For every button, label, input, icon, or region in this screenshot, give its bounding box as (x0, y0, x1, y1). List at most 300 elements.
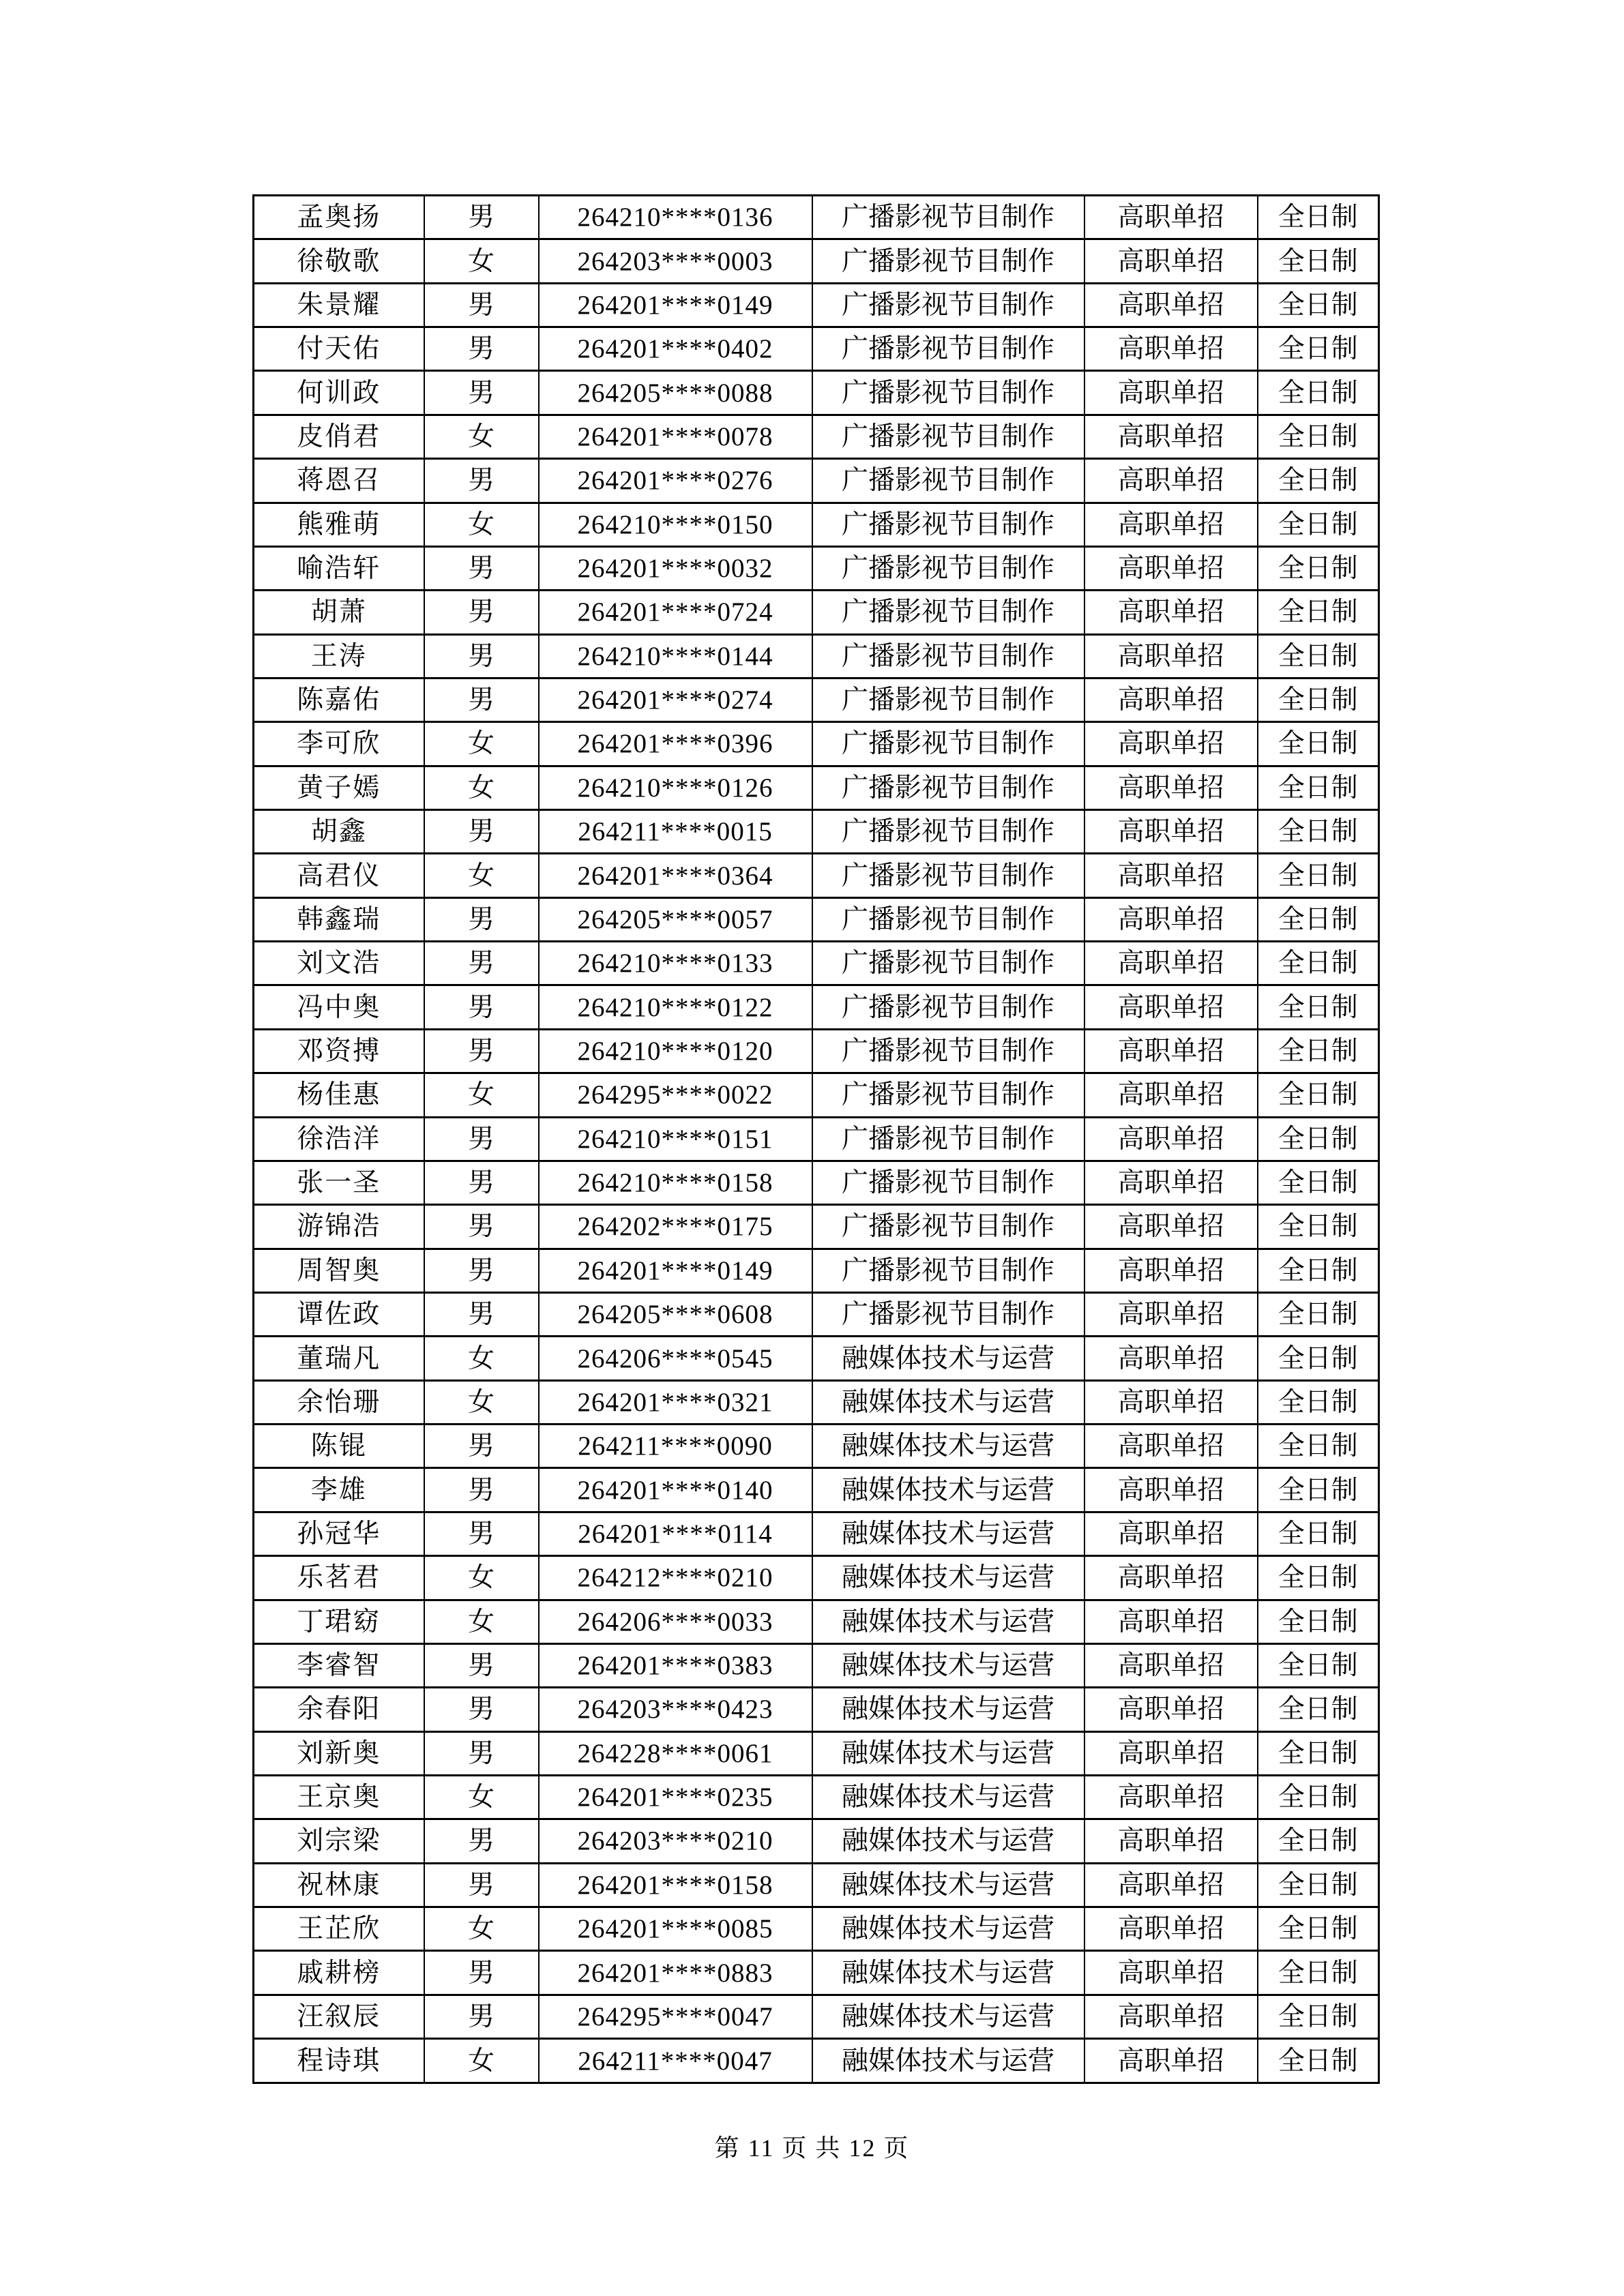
table-row (254, 1468, 1379, 1512)
cell-major: 广播影视节目制作 (812, 897, 1084, 941)
cell-study-form: 全日制 (1258, 1907, 1379, 1951)
table-row (254, 1775, 1379, 1819)
cell-gender: 男 (424, 283, 539, 327)
cell-admission-type: 高职单招 (1084, 415, 1258, 458)
cell-student-name: 孙冠华 (254, 1512, 424, 1555)
cell-major: 广播影视节目制作 (812, 634, 1084, 678)
cell-id-number: 264201****0149 (539, 283, 812, 327)
cell-student-name: 王芷欣 (254, 1907, 424, 1951)
cell-major: 融媒体技术与运营 (812, 1556, 1084, 1600)
cell-id-number: 264203****0003 (539, 239, 812, 283)
cell-student-name: 胡鑫 (254, 810, 424, 854)
cell-id-number: 264201****0274 (539, 678, 812, 721)
cell-id-number: 264228****0061 (539, 1731, 812, 1775)
table-row (254, 678, 1379, 721)
cell-student-name: 余春阳 (254, 1688, 424, 1731)
cell-major: 融媒体技术与运营 (812, 2039, 1084, 2083)
cell-major: 广播影视节目制作 (812, 503, 1084, 546)
cell-study-form: 全日制 (1258, 196, 1379, 239)
cell-major: 融媒体技术与运营 (812, 1468, 1084, 1512)
cell-id-number: 264211****0015 (539, 810, 812, 854)
table-row (254, 1380, 1379, 1424)
cell-id-number: 264201****0321 (539, 1380, 812, 1424)
admissions-roster-table (252, 194, 1380, 2084)
cell-study-form: 全日制 (1258, 1688, 1379, 1731)
cell-major: 融媒体技术与运营 (812, 1425, 1084, 1468)
cell-study-form: 全日制 (1258, 546, 1379, 590)
cell-gender: 男 (424, 1029, 539, 1073)
table-row (254, 1337, 1379, 1380)
cell-id-number: 264210****0151 (539, 1117, 812, 1161)
table-row (254, 1029, 1379, 1073)
cell-study-form: 全日制 (1258, 1161, 1379, 1204)
cell-admission-type: 高职单招 (1084, 766, 1258, 809)
cell-id-number: 264206****0545 (539, 1337, 812, 1380)
cell-gender: 男 (424, 1512, 539, 1555)
cell-student-name: 韩鑫瑞 (254, 897, 424, 941)
table-row (254, 634, 1379, 678)
cell-gender: 女 (424, 239, 539, 283)
cell-study-form: 全日制 (1258, 897, 1379, 941)
cell-id-number: 264295****0022 (539, 1073, 812, 1117)
cell-gender: 男 (424, 1688, 539, 1731)
cell-admission-type: 高职单招 (1084, 503, 1258, 546)
cell-gender: 男 (424, 634, 539, 678)
cell-admission-type: 高职单招 (1084, 854, 1258, 897)
cell-major: 广播影视节目制作 (812, 327, 1084, 371)
table-row (254, 1117, 1379, 1161)
cell-student-name: 刘新奥 (254, 1731, 424, 1775)
cell-study-form: 全日制 (1258, 283, 1379, 327)
cell-major: 广播影视节目制作 (812, 591, 1084, 634)
cell-gender: 男 (424, 1161, 539, 1204)
table-row (254, 196, 1379, 239)
cell-admission-type: 高职单招 (1084, 327, 1258, 371)
cell-student-name: 李可欣 (254, 722, 424, 766)
cell-major: 广播影视节目制作 (812, 283, 1084, 327)
cell-student-name: 杨佳惠 (254, 1073, 424, 1117)
cell-admission-type: 高职单招 (1084, 546, 1258, 590)
cell-gender: 男 (424, 1249, 539, 1292)
cell-major: 广播影视节目制作 (812, 1117, 1084, 1161)
table-row (254, 239, 1379, 283)
cell-admission-type: 高职单招 (1084, 1117, 1258, 1161)
table-row (254, 1512, 1379, 1555)
cell-major: 广播影视节目制作 (812, 1205, 1084, 1249)
cell-admission-type: 高职单招 (1084, 1731, 1258, 1775)
cell-major: 融媒体技术与运营 (812, 1337, 1084, 1380)
table-row (254, 810, 1379, 854)
cell-study-form: 全日制 (1258, 1600, 1379, 1643)
cell-admission-type: 高职单招 (1084, 1205, 1258, 1249)
cell-major: 融媒体技术与运营 (812, 1380, 1084, 1424)
cell-id-number: 264201****0883 (539, 1951, 812, 1995)
cell-id-number: 264201****0149 (539, 1249, 812, 1292)
cell-major: 融媒体技术与运营 (812, 1512, 1084, 1555)
cell-id-number: 264205****0057 (539, 897, 812, 941)
cell-admission-type: 高职单招 (1084, 459, 1258, 503)
cell-study-form: 全日制 (1258, 239, 1379, 283)
cell-gender: 女 (424, 766, 539, 809)
cell-gender: 男 (424, 327, 539, 371)
table-row (254, 854, 1379, 897)
cell-major: 广播影视节目制作 (812, 1073, 1084, 1117)
cell-major: 广播影视节目制作 (812, 459, 1084, 503)
cell-study-form: 全日制 (1258, 810, 1379, 854)
cell-student-name: 戚耕榜 (254, 1951, 424, 1995)
cell-gender: 男 (424, 371, 539, 415)
cell-major: 融媒体技术与运营 (812, 1775, 1084, 1819)
cell-student-name: 汪叙辰 (254, 1995, 424, 2038)
cell-id-number: 264201****0235 (539, 1775, 812, 1819)
cell-id-number: 264210****0144 (539, 634, 812, 678)
table-row (254, 1600, 1379, 1643)
cell-admission-type: 高职单招 (1084, 1425, 1258, 1468)
table-row (254, 1863, 1379, 1907)
cell-admission-type: 高职单招 (1084, 634, 1258, 678)
cell-study-form: 全日制 (1258, 1556, 1379, 1600)
table-row (254, 371, 1379, 415)
table-row (254, 1249, 1379, 1292)
cell-id-number: 264201****0114 (539, 1512, 812, 1555)
table-row (254, 283, 1379, 327)
cell-admission-type: 高职单招 (1084, 1951, 1258, 1995)
cell-id-number: 264211****0090 (539, 1425, 812, 1468)
table-row (254, 1292, 1379, 1336)
table-row (254, 1205, 1379, 1249)
cell-gender: 男 (424, 1117, 539, 1161)
table-row (254, 1951, 1379, 1995)
cell-id-number: 264210****0133 (539, 942, 812, 985)
cell-admission-type: 高职单招 (1084, 239, 1258, 283)
cell-study-form: 全日制 (1258, 985, 1379, 1029)
cell-admission-type: 高职单招 (1084, 722, 1258, 766)
cell-gender: 女 (424, 1380, 539, 1424)
cell-admission-type: 高职单招 (1084, 1819, 1258, 1863)
cell-gender: 男 (424, 1643, 539, 1687)
cell-student-name: 丁珺窈 (254, 1600, 424, 1643)
cell-student-name: 何训政 (254, 371, 424, 415)
cell-study-form: 全日制 (1258, 371, 1379, 415)
cell-major: 广播影视节目制作 (812, 546, 1084, 590)
cell-gender: 女 (424, 1073, 539, 1117)
table-row (254, 985, 1379, 1029)
cell-admission-type: 高职单招 (1084, 1600, 1258, 1643)
cell-major: 融媒体技术与运营 (812, 1600, 1084, 1643)
cell-major: 广播影视节目制作 (812, 942, 1084, 985)
cell-student-name: 孟奥扬 (254, 196, 424, 239)
cell-id-number: 264201****0032 (539, 546, 812, 590)
cell-id-number: 264210****0150 (539, 503, 812, 546)
table-row (254, 1731, 1379, 1775)
cell-admission-type: 高职单招 (1084, 810, 1258, 854)
cell-study-form: 全日制 (1258, 503, 1379, 546)
cell-student-name: 游锦浩 (254, 1205, 424, 1249)
cell-study-form: 全日制 (1258, 415, 1379, 458)
cell-gender: 男 (424, 1292, 539, 1336)
cell-id-number: 264211****0047 (539, 2039, 812, 2083)
cell-student-name: 冯中奥 (254, 985, 424, 1029)
cell-admission-type: 高职单招 (1084, 1249, 1258, 1292)
cell-major: 融媒体技术与运营 (812, 1995, 1084, 2038)
cell-student-name: 程诗琪 (254, 2039, 424, 2083)
cell-id-number: 264210****0158 (539, 1161, 812, 1204)
cell-student-name: 李睿智 (254, 1643, 424, 1687)
cell-admission-type: 高职单招 (1084, 1688, 1258, 1731)
cell-admission-type: 高职单招 (1084, 1863, 1258, 1907)
cell-gender: 男 (424, 1731, 539, 1775)
cell-study-form: 全日制 (1258, 1249, 1379, 1292)
table-row (254, 2039, 1379, 2083)
table-row (254, 1073, 1379, 1117)
cell-student-name: 朱景耀 (254, 283, 424, 327)
cell-study-form: 全日制 (1258, 1468, 1379, 1512)
cell-admission-type: 高职单招 (1084, 678, 1258, 721)
cell-admission-type: 高职单招 (1084, 1512, 1258, 1555)
table-row (254, 1995, 1379, 2038)
cell-major: 融媒体技术与运营 (812, 1819, 1084, 1863)
cell-gender: 男 (424, 985, 539, 1029)
cell-major: 广播影视节目制作 (812, 1249, 1084, 1292)
table-row (254, 1161, 1379, 1204)
cell-study-form: 全日制 (1258, 2039, 1379, 2083)
cell-study-form: 全日制 (1258, 1380, 1379, 1424)
cell-major: 广播影视节目制作 (812, 1292, 1084, 1336)
cell-student-name: 徐浩洋 (254, 1117, 424, 1161)
cell-study-form: 全日制 (1258, 591, 1379, 634)
table-row (254, 722, 1379, 766)
table-row (254, 1907, 1379, 1951)
cell-gender: 男 (424, 591, 539, 634)
cell-study-form: 全日制 (1258, 766, 1379, 809)
cell-student-name: 王涛 (254, 634, 424, 678)
cell-student-name: 乐茗君 (254, 1556, 424, 1600)
table-row (254, 1819, 1379, 1863)
cell-student-name: 邓资搏 (254, 1029, 424, 1073)
cell-gender: 男 (424, 1951, 539, 1995)
table-row (254, 1643, 1379, 1687)
cell-id-number: 264210****0126 (539, 766, 812, 809)
cell-gender: 女 (424, 854, 539, 897)
cell-study-form: 全日制 (1258, 1731, 1379, 1775)
cell-id-number: 264202****0175 (539, 1205, 812, 1249)
cell-student-name: 刘宗梁 (254, 1819, 424, 1863)
table-body (254, 196, 1379, 2083)
cell-study-form: 全日制 (1258, 1117, 1379, 1161)
cell-admission-type: 高职单招 (1084, 1292, 1258, 1336)
cell-id-number: 264203****0210 (539, 1819, 812, 1863)
cell-id-number: 264205****0088 (539, 371, 812, 415)
cell-student-name: 董瑞凡 (254, 1337, 424, 1380)
cell-study-form: 全日制 (1258, 1073, 1379, 1117)
cell-student-name: 高君仪 (254, 854, 424, 897)
cell-id-number: 264201****0158 (539, 1863, 812, 1907)
cell-major: 广播影视节目制作 (812, 371, 1084, 415)
cell-admission-type: 高职单招 (1084, 591, 1258, 634)
cell-admission-type: 高职单招 (1084, 1380, 1258, 1424)
cell-id-number: 264206****0033 (539, 1600, 812, 1643)
cell-admission-type: 高职单招 (1084, 942, 1258, 985)
cell-id-number: 264203****0423 (539, 1688, 812, 1731)
cell-admission-type: 高职单招 (1084, 1775, 1258, 1819)
cell-student-name: 蒋恩召 (254, 459, 424, 503)
cell-gender: 女 (424, 2039, 539, 2083)
cell-major: 融媒体技术与运营 (812, 1731, 1084, 1775)
table-row (254, 766, 1379, 809)
cell-gender: 男 (424, 1425, 539, 1468)
cell-major: 广播影视节目制作 (812, 810, 1084, 854)
cell-major: 广播影视节目制作 (812, 766, 1084, 809)
cell-gender: 男 (424, 196, 539, 239)
cell-student-name: 陈锟 (254, 1425, 424, 1468)
cell-major: 广播影视节目制作 (812, 854, 1084, 897)
cell-admission-type: 高职单招 (1084, 985, 1258, 1029)
cell-student-name: 陈嘉佑 (254, 678, 424, 721)
table-row (254, 503, 1379, 546)
cell-gender: 男 (424, 459, 539, 503)
cell-student-name: 徐敬歌 (254, 239, 424, 283)
page-number-footer: 第 11 页 共 12 页 (714, 2134, 910, 2162)
cell-study-form: 全日制 (1258, 1995, 1379, 2038)
table-row (254, 459, 1379, 503)
cell-major: 广播影视节目制作 (812, 678, 1084, 721)
cell-student-name: 胡萧 (254, 591, 424, 634)
cell-major: 广播影视节目制作 (812, 239, 1084, 283)
cell-study-form: 全日制 (1258, 1425, 1379, 1468)
cell-id-number: 264201****0364 (539, 854, 812, 897)
cell-student-name: 付天佑 (254, 327, 424, 371)
cell-gender: 男 (424, 1819, 539, 1863)
cell-gender: 女 (424, 415, 539, 458)
cell-admission-type: 高职单招 (1084, 1029, 1258, 1073)
cell-study-form: 全日制 (1258, 1863, 1379, 1907)
cell-gender: 男 (424, 546, 539, 590)
cell-admission-type: 高职单招 (1084, 1468, 1258, 1512)
table-row (254, 1688, 1379, 1731)
cell-study-form: 全日制 (1258, 1951, 1379, 1995)
cell-admission-type: 高职单招 (1084, 283, 1258, 327)
cell-admission-type: 高职单招 (1084, 371, 1258, 415)
cell-gender: 女 (424, 722, 539, 766)
table-row (254, 1425, 1379, 1468)
cell-admission-type: 高职单招 (1084, 1907, 1258, 1951)
table-row (254, 897, 1379, 941)
cell-major: 广播影视节目制作 (812, 1161, 1084, 1204)
cell-study-form: 全日制 (1258, 1819, 1379, 1863)
cell-admission-type: 高职单招 (1084, 196, 1258, 239)
cell-admission-type: 高职单招 (1084, 1161, 1258, 1204)
cell-gender: 男 (424, 1468, 539, 1512)
cell-study-form: 全日制 (1258, 1029, 1379, 1073)
cell-id-number: 264201****0085 (539, 1907, 812, 1951)
cell-gender: 女 (424, 1600, 539, 1643)
cell-study-form: 全日制 (1258, 459, 1379, 503)
table-row (254, 546, 1379, 590)
cell-admission-type: 高职单招 (1084, 897, 1258, 941)
cell-id-number: 264201****0078 (539, 415, 812, 458)
cell-id-number: 264201****0396 (539, 722, 812, 766)
cell-admission-type: 高职单招 (1084, 1073, 1258, 1117)
cell-study-form: 全日制 (1258, 1512, 1379, 1555)
cell-gender: 女 (424, 1907, 539, 1951)
cell-major: 融媒体技术与运营 (812, 1951, 1084, 1995)
cell-admission-type: 高职单招 (1084, 2039, 1258, 2083)
cell-id-number: 264201****0276 (539, 459, 812, 503)
cell-student-name: 李雄 (254, 1468, 424, 1512)
cell-id-number: 264205****0608 (539, 1292, 812, 1336)
cell-id-number: 264201****0140 (539, 1468, 812, 1512)
cell-major: 融媒体技术与运营 (812, 1643, 1084, 1687)
cell-gender: 男 (424, 942, 539, 985)
cell-study-form: 全日制 (1258, 327, 1379, 371)
cell-study-form: 全日制 (1258, 634, 1379, 678)
cell-id-number: 264295****0047 (539, 1995, 812, 2038)
cell-gender: 女 (424, 503, 539, 546)
table-row (254, 1556, 1379, 1600)
cell-study-form: 全日制 (1258, 1292, 1379, 1336)
cell-gender: 男 (424, 1205, 539, 1249)
cell-admission-type: 高职单招 (1084, 1337, 1258, 1380)
cell-study-form: 全日制 (1258, 1775, 1379, 1819)
cell-student-name: 张一圣 (254, 1161, 424, 1204)
cell-gender: 男 (424, 678, 539, 721)
cell-study-form: 全日制 (1258, 1337, 1379, 1380)
cell-id-number: 264201****0724 (539, 591, 812, 634)
cell-study-form: 全日制 (1258, 942, 1379, 985)
cell-admission-type: 高职单招 (1084, 1556, 1258, 1600)
cell-id-number: 264201****0383 (539, 1643, 812, 1687)
cell-gender: 女 (424, 1337, 539, 1380)
cell-major: 广播影视节目制作 (812, 196, 1084, 239)
cell-id-number: 264212****0210 (539, 1556, 812, 1600)
cell-student-name: 皮俏君 (254, 415, 424, 458)
cell-major: 广播影视节目制作 (812, 415, 1084, 458)
cell-student-name: 谭佐政 (254, 1292, 424, 1336)
cell-major: 融媒体技术与运营 (812, 1863, 1084, 1907)
cell-major: 广播影视节目制作 (812, 1029, 1084, 1073)
cell-student-name: 王京奥 (254, 1775, 424, 1819)
cell-student-name: 黄子嫣 (254, 766, 424, 809)
cell-gender: 女 (424, 1556, 539, 1600)
cell-id-number: 264201****0402 (539, 327, 812, 371)
cell-admission-type: 高职单招 (1084, 1995, 1258, 2038)
cell-major: 融媒体技术与运营 (812, 1688, 1084, 1731)
table-row (254, 415, 1379, 458)
cell-student-name: 周智奥 (254, 1249, 424, 1292)
table-row (254, 942, 1379, 985)
cell-student-name: 喻浩轩 (254, 546, 424, 590)
cell-study-form: 全日制 (1258, 678, 1379, 721)
cell-gender: 男 (424, 810, 539, 854)
cell-id-number: 264210****0120 (539, 1029, 812, 1073)
table-row (254, 591, 1379, 634)
table-row (254, 327, 1379, 371)
cell-major: 融媒体技术与运营 (812, 1907, 1084, 1951)
cell-study-form: 全日制 (1258, 1643, 1379, 1687)
cell-student-name: 余怡珊 (254, 1380, 424, 1424)
cell-gender: 男 (424, 1863, 539, 1907)
cell-id-number: 264210****0122 (539, 985, 812, 1029)
cell-study-form: 全日制 (1258, 722, 1379, 766)
cell-gender: 女 (424, 1775, 539, 1819)
cell-major: 广播影视节目制作 (812, 722, 1084, 766)
cell-id-number: 264210****0136 (539, 196, 812, 239)
cell-gender: 男 (424, 1995, 539, 2038)
cell-study-form: 全日制 (1258, 1205, 1379, 1249)
cell-student-name: 熊雅萌 (254, 503, 424, 546)
cell-major: 广播影视节目制作 (812, 985, 1084, 1029)
cell-study-form: 全日制 (1258, 854, 1379, 897)
